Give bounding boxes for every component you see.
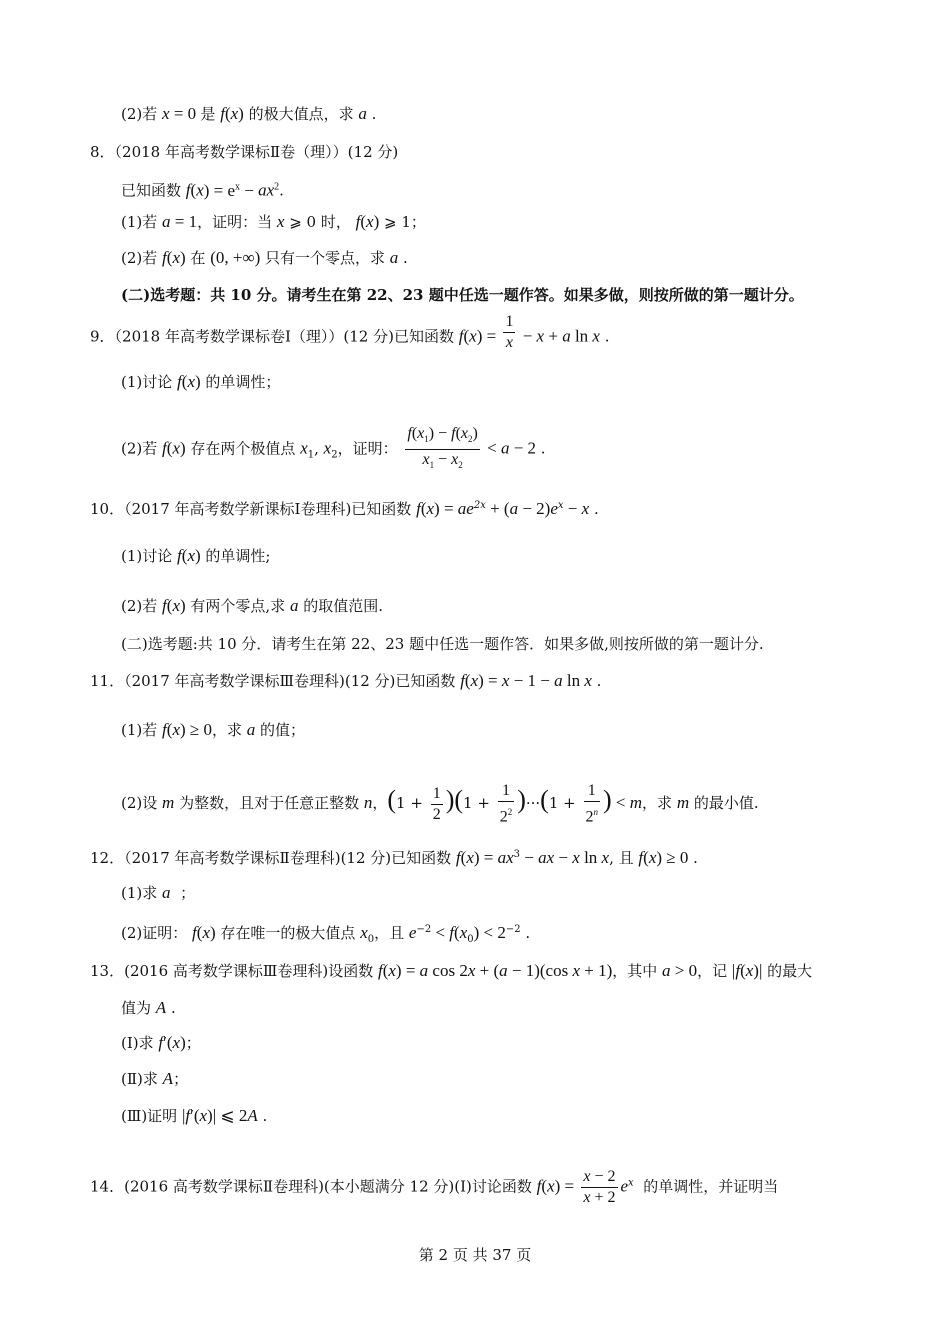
q12-header: 12．（2017 年高考数学课标Ⅱ卷理科)(12 分)已知函数 $f(x) = ax^3$ − ax − x ln x, 且 f(x) ≥ 0 . (90, 848, 698, 867)
q8-part1: (1)若 a = 1，证明：当 x ⩾ 0 时， f(x) ⩾ 1； (121, 212, 426, 231)
q9-part1: (1)讨论 f(x) 的单调性； (121, 372, 281, 391)
q10-header: 10．（2017 年高考数学新课标Ⅰ卷理科)已知函数 $f(x) = ae^{2x} + (a - 2)e^x - x$ . (90, 499, 599, 518)
q9-part2: (2)若 f(x) 存在两个极值点 $x_1$, $x_2$，证明： $\frac{f(x_1) - f(x_2)}{x_1 - x_2}$ < a − 2 . (121, 425, 546, 471)
q8-header: 8．（2018 年高考数学课标Ⅱ卷（理））(12 分) (90, 143, 399, 161)
q12-part1: (1)求 a ； (121, 883, 196, 902)
q12-part2: (2)证明： f(x) 存在唯一的极大值点 $x_0$，且 $e^{-2} < f(x_0) < 2^{-2}$ . (121, 923, 531, 945)
elective-note-1: (二)选考题：共 10 分。请考生在第 22、23 题中任选一题作答。如果多做，则按所做的第一题计分。 (121, 286, 804, 304)
q11-part1: (1)若 f(x) ≥ 0，求 a 的值； (121, 720, 306, 739)
q8-part2: (2)若 f(x) 在 (0, +∞) 只有一个零点，求 a . (121, 248, 408, 267)
q10-part2: (2)若 f(x) 有两个零点,求 a 的取值范围. (121, 596, 384, 615)
elective-note-2: (二)选考题:共 10 分．请考生在第 22、23 题中任选一题作答．如果多做,则按所做的第一题计分. (121, 635, 764, 653)
page-footer: 第 2 页 共 37 页 (418, 1246, 532, 1264)
q13-cont: 值为 A . (121, 998, 176, 1017)
q10-part1: (1)讨论 f(x) 的单调性; (121, 546, 271, 565)
q8-stem: 已知函数 $f(x) = e^x - ax^2$. (121, 180, 284, 200)
q9-header: 9．（2018 年高考数学课标卷Ⅰ（理））(12 分)已知函数 f(x) = $\frac{1}{x}$ − x + a ln x . (90, 313, 610, 351)
q11-part2: (2)设 m 为整数，且对于任意正整数 n，(1 + $\frac{1}{2}$ )(1 + $\frac{1}{2^2}$ )···(1 + $\frac{1}{2^n}$ ) < m，求 m 的最小值. (121, 782, 759, 826)
q7-part2: (2)若 x = 0 是 f(x) 的极大值点，求 a . (121, 104, 377, 123)
q13-part3: (Ⅲ)证明 |f′(x)| ⩽ 2A . (121, 1106, 268, 1125)
q13-part2: (Ⅱ)求 A； (121, 1069, 189, 1088)
q13-part1: (Ⅰ)求 f′(x)； (121, 1033, 201, 1052)
q14-header: 14．(2016 高考数学课标Ⅱ卷理科)(本小题满分 12 分)(Ⅰ)讨论函数 f(x) = $\frac{x - 2}{x + 2}$ $e^x$ 的单调性，并证明当 (90, 1168, 779, 1206)
q13-header: 13．(2016 高考数学课标Ⅲ卷理科)设函数 f(x) = a cos 2x + (a − 1)(cos x + 1)，其中 a > 0，记 |f(x)| 的最大 (90, 961, 813, 980)
q11-header: 11．（2017 年高考数学课标Ⅲ卷理科)(12 分)已知函数 f(x) = x − 1 − a ln x . (90, 671, 602, 690)
